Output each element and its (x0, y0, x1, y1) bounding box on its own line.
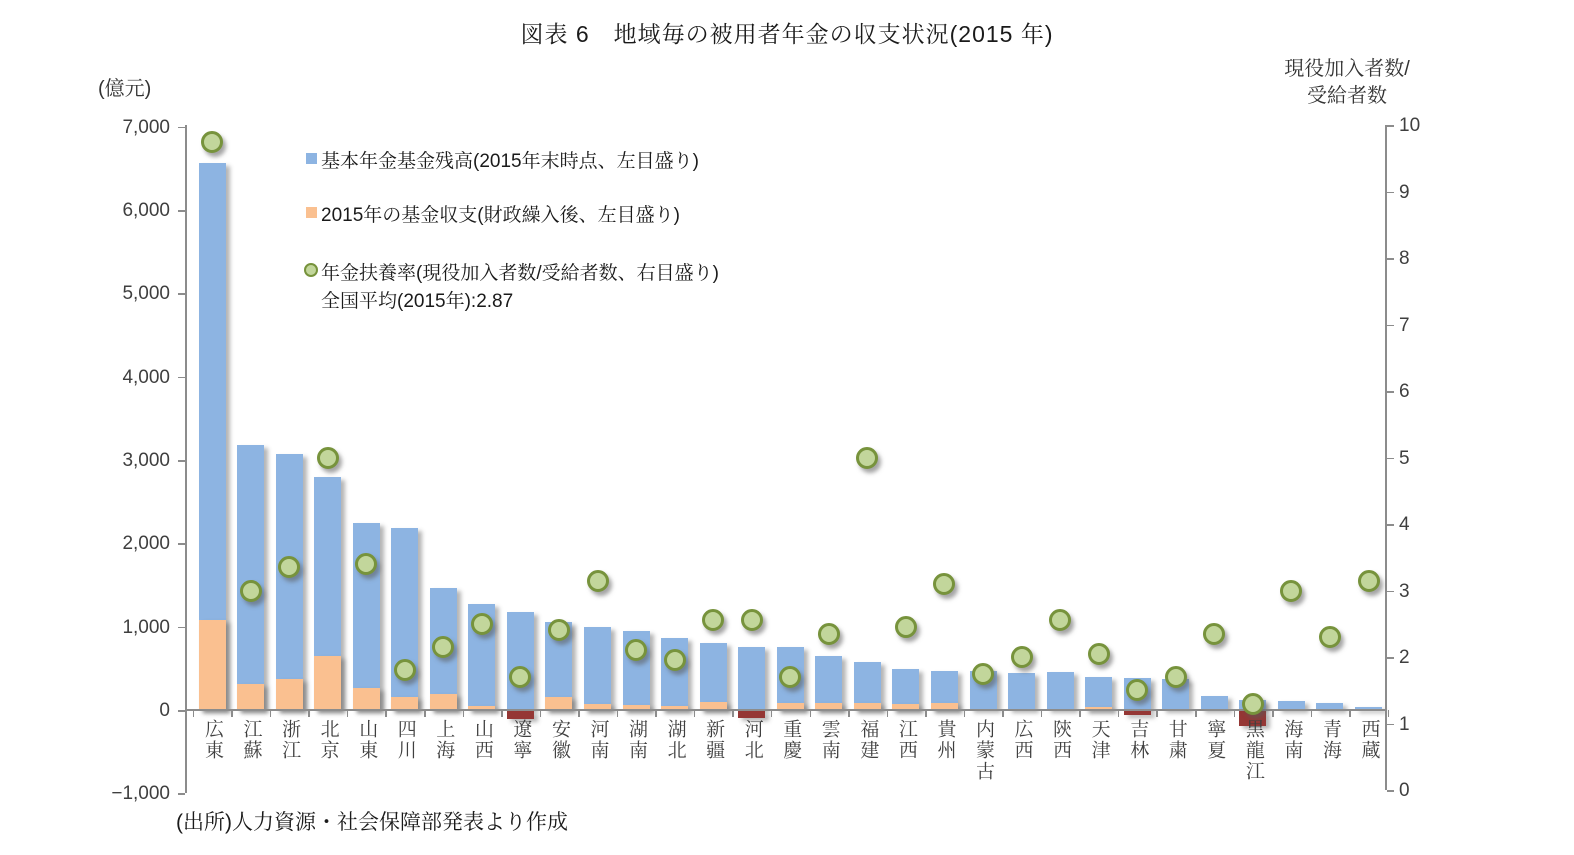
legend-marker-balance (306, 153, 317, 164)
x-axis-label: 江西 (895, 719, 917, 761)
x-axis-label: 福建 (857, 719, 879, 761)
right-axis-tick-label: 8 (1399, 248, 1410, 269)
ratio-point (702, 609, 724, 631)
chart-title: 図表 6 地域毎の被用者年金の収支状況(2015 年) (520, 21, 1054, 47)
x-axis-tick (540, 710, 542, 717)
x-axis-tick (1311, 710, 1313, 717)
x-axis-tick (193, 710, 195, 717)
x-axis-tick (347, 710, 349, 717)
bar-balance (1201, 696, 1228, 710)
x-axis-tick (848, 710, 850, 717)
x-axis-label: 河北 (741, 719, 763, 761)
ratio-point (394, 659, 416, 681)
x-axis-label: 重慶 (780, 719, 802, 761)
bar-balance (1085, 677, 1112, 710)
left-axis-tick-label: 6,000 (122, 200, 170, 222)
left-axis-tick (178, 293, 185, 295)
bar-balance (1047, 672, 1074, 710)
x-axis-tick (578, 710, 580, 717)
bar-balance (815, 656, 842, 710)
left-axis-tick-label: 0 (159, 700, 170, 721)
ratio-point (1203, 623, 1225, 645)
ratio-point (1242, 693, 1264, 715)
x-axis-tick (925, 710, 927, 717)
bar-balance (700, 643, 727, 710)
bar-flow (391, 697, 418, 710)
x-axis-label: 甘粛 (1165, 719, 1187, 761)
bar-balance (1008, 673, 1035, 710)
right-axis-tick (1387, 258, 1394, 260)
ratio-point (741, 609, 763, 631)
x-axis-tick (424, 710, 426, 717)
x-axis-tick (308, 710, 310, 717)
right-axis-tick (1387, 325, 1394, 327)
x-axis-label: 浙江 (279, 719, 301, 761)
left-axis-tick (178, 127, 185, 129)
x-axis-tick (1079, 710, 1081, 717)
bar-balance (353, 523, 380, 710)
ratio-point (1165, 666, 1187, 688)
x-axis-label: 河南 (587, 719, 609, 761)
x-axis-label: 湖南 (626, 719, 648, 761)
x-axis-tick (617, 710, 619, 717)
right-axis-tick-label: 2 (1399, 647, 1410, 668)
x-axis-tick (1388, 710, 1390, 717)
bar-flow-negative (1124, 711, 1151, 715)
legend-item-national-average: 全国平均(2015年):2.87 (321, 291, 514, 312)
ratio-point (856, 447, 878, 469)
right-axis-tick (1387, 724, 1394, 726)
ratio-point (1049, 609, 1071, 631)
x-axis-label: 広西 (1011, 719, 1033, 761)
bar-flow (353, 688, 380, 710)
x-axis-tick (270, 710, 272, 717)
x-axis-label: 北京 (317, 719, 339, 761)
x-axis-label: 江蘇 (240, 719, 262, 761)
x-axis-tick (1041, 710, 1043, 717)
bar-flow (199, 620, 226, 710)
x-axis-label: 吉林 (1127, 719, 1149, 761)
x-axis-tick (1272, 710, 1274, 717)
left-axis-tick (178, 710, 185, 712)
legend-item-balance: 基本年金基金残高(2015年末時点、左目盛り) (321, 151, 699, 172)
ratio-point (1319, 626, 1341, 648)
right-axis-tick-label: 9 (1399, 181, 1410, 203)
ratio-point (1088, 643, 1110, 665)
left-axis-tick-label: 7,000 (122, 116, 170, 138)
left-axis-tick-label: 5,000 (122, 283, 170, 305)
left-axis-tick-label: −1,000 (111, 783, 170, 805)
ratio-point (1358, 570, 1380, 592)
x-axis-label: 黒龍江 (1242, 719, 1264, 782)
left-axis-tick (178, 377, 185, 379)
ratio-point (664, 649, 686, 671)
right-axis-tick (1387, 192, 1394, 194)
ratio-point (317, 447, 339, 469)
x-axis-label: 広東 (202, 719, 223, 761)
x-axis-tick (1156, 710, 1158, 717)
ratio-point (240, 580, 262, 602)
left-axis-tick (178, 543, 185, 545)
x-axis-label: 海南 (1281, 719, 1303, 761)
source-note: (出所)人力資源・社会保障部発表より作成 (176, 811, 568, 834)
legend-marker-flow (306, 207, 317, 218)
x-axis-line (185, 709, 1385, 711)
x-axis-label: 西蔵 (1358, 719, 1380, 761)
x-axis-tick (694, 710, 696, 717)
x-axis-tick (1195, 710, 1197, 717)
x-axis-tick (887, 710, 889, 717)
left-axis-tick (178, 210, 185, 212)
x-axis-label: 上海 (433, 719, 455, 761)
right-axis-tick-label: 4 (1399, 514, 1410, 535)
right-axis-title-line1: 現役加入者数/ (1284, 58, 1410, 80)
ratio-point (1280, 580, 1302, 602)
x-axis-label: 山東 (356, 719, 378, 761)
x-axis-tick (231, 710, 233, 717)
left-axis-tick (178, 460, 185, 462)
x-axis-label: 雲南 (818, 719, 840, 761)
x-axis-tick (732, 710, 734, 717)
left-axis-tick (178, 627, 185, 629)
x-axis-label: 寧夏 (1204, 719, 1226, 761)
right-axis-title (1245, 56, 1449, 110)
x-axis-tick (1118, 710, 1120, 717)
x-axis-tick (501, 710, 503, 717)
right-axis-tick-label: 7 (1399, 314, 1410, 336)
right-axis-tick (1387, 790, 1394, 792)
x-axis-tick (964, 710, 966, 717)
ratio-point (972, 663, 994, 685)
ratio-point (355, 553, 377, 575)
x-axis-tick (1349, 710, 1351, 717)
x-axis-label: 陝西 (1050, 719, 1072, 761)
x-axis-label: 遼寧 (510, 719, 532, 761)
right-axis-title-line2: 受給者数 (1307, 85, 1387, 107)
right-axis-tick (1387, 524, 1394, 526)
x-axis-tick (771, 710, 773, 717)
legend-item-ratio: 年金扶養率(現役加入者数/受給者数、右目盛り) (321, 263, 719, 284)
x-axis-label: 新疆 (703, 719, 725, 761)
x-axis-tick (385, 710, 387, 717)
legend-marker-ratio (304, 263, 318, 277)
right-axis-tick (1387, 125, 1394, 127)
ratio-point (1011, 646, 1033, 668)
bar-balance (584, 627, 611, 710)
bar-flow (430, 694, 457, 710)
bar-balance (391, 528, 418, 710)
bar-flow (545, 697, 572, 710)
x-axis-tick (463, 710, 465, 717)
bar-flow (237, 684, 264, 710)
left-axis-line (185, 125, 187, 793)
right-axis-tick-label: 5 (1399, 447, 1410, 469)
x-axis-tick (810, 710, 812, 717)
x-axis-label: 貴州 (934, 719, 956, 761)
x-axis-label: 四川 (394, 719, 416, 761)
right-axis-tick-label: 10 (1399, 115, 1421, 136)
left-axis-tick-label: 1,000 (122, 616, 170, 638)
bar-flow-negative (738, 711, 765, 718)
left-axis-unit-label: (億元) (98, 78, 152, 100)
ratio-point (895, 616, 917, 638)
x-axis-label: 山西 (471, 719, 493, 761)
bar-balance (237, 445, 264, 710)
x-axis-label: 安徽 (548, 719, 570, 761)
left-axis-tick-label: 2,000 (122, 533, 170, 555)
x-axis-label: 湖北 (664, 719, 686, 761)
ratio-point (201, 131, 223, 153)
right-axis-tick (1387, 391, 1394, 393)
right-axis-tick (1387, 458, 1394, 460)
left-axis-tick-label: 4,000 (122, 366, 170, 388)
legend-item-flow: 2015年の基金収支(財政繰入後、左目盛り) (321, 205, 680, 226)
bar-flow (314, 656, 341, 710)
x-axis-label: 天津 (1088, 719, 1110, 761)
right-axis-tick (1387, 591, 1394, 593)
x-axis-label: 内蒙古 (973, 719, 994, 782)
bar-balance (738, 647, 765, 710)
bar-balance (276, 454, 303, 710)
left-axis-tick-label: 3,000 (122, 450, 170, 471)
x-axis-label: 青海 (1319, 719, 1341, 761)
right-axis-tick-label: 6 (1399, 381, 1410, 402)
bar-flow (276, 679, 303, 710)
right-axis-tick-label: 3 (1399, 580, 1410, 602)
left-axis-tick (178, 793, 185, 795)
x-axis-tick (655, 710, 657, 717)
right-axis-tick-label: 1 (1399, 713, 1410, 735)
ratio-point (471, 613, 493, 635)
x-axis-tick (1002, 710, 1004, 717)
right-axis-tick (1387, 657, 1394, 659)
bar-balance (507, 612, 534, 710)
ratio-point (587, 570, 609, 592)
ratio-point (933, 573, 955, 595)
right-axis-tick-label: 0 (1399, 780, 1410, 801)
x-axis-tick (1234, 710, 1236, 717)
ratio-point (818, 623, 840, 645)
